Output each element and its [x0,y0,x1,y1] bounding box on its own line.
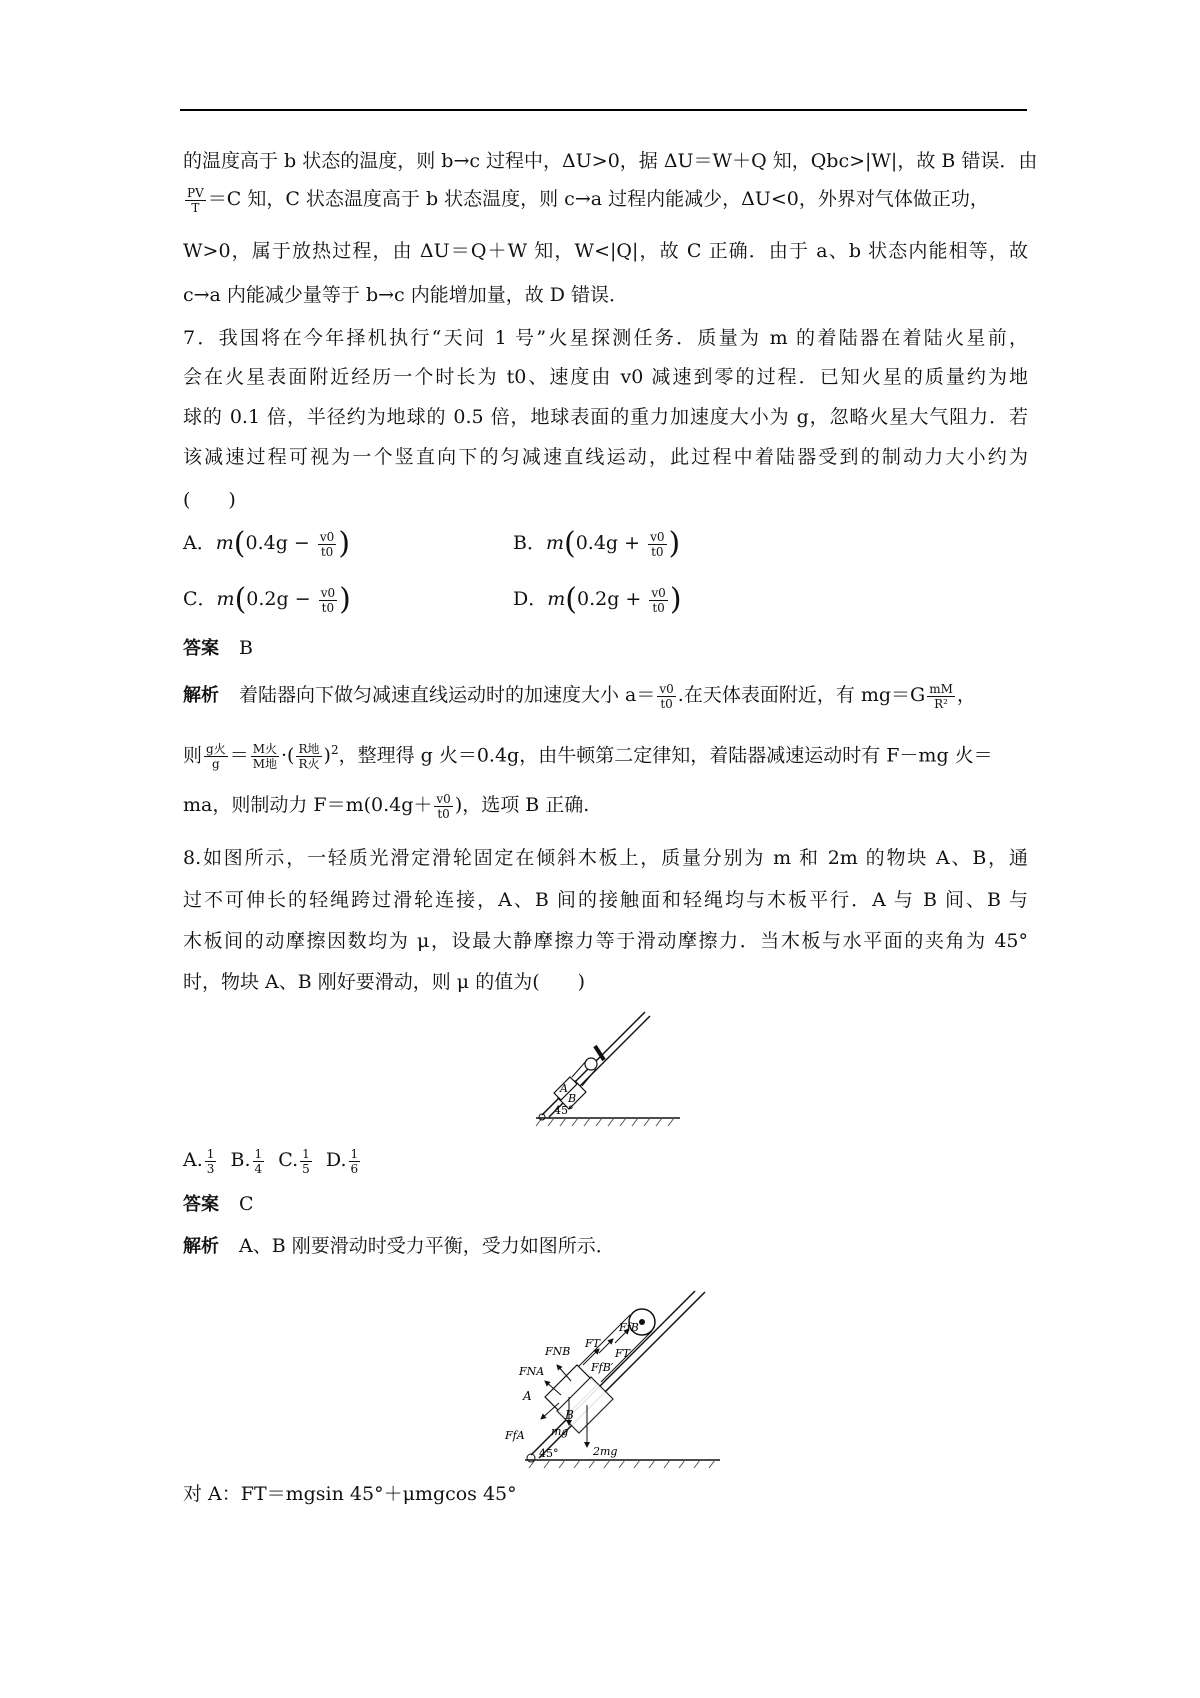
label-fnb: FNB [545,1345,571,1358]
rope-a [572,1060,587,1077]
frac-num: v0 [650,529,665,544]
q8-option-c[interactable] [278,1146,314,1176]
q7-line-3: 球的 0.1 倍，半径约为地球的 0.5 倍，地球表面的重力加速度大小为 g，忽略火星大气阻力．若 [183,406,1028,428]
frac-den: t0 [320,544,334,559]
option-key: D． [513,588,548,610]
frac-num: mM [929,681,953,696]
frac-den: t0 [651,544,664,559]
pulley-axle [639,1319,645,1325]
analysis-text: ma，则制动力 F＝m(0.4g＋ [183,794,433,816]
analysis-text: )，选项 B 正确. [454,794,590,816]
q6-line-4: c→a 内能减少量等于 b→c 内能增加量，故 D 错误． [183,284,629,306]
q8-equation: 对 A：FT＝mgsin 45°＋μmgcos 45° [183,1483,517,1505]
q7-option-d[interactable]: D．m(0.2g + $\frac{v0}{t0}$ ) [513,582,682,617]
frac-den: g [212,756,220,771]
ground-hatching [529,1460,715,1468]
q7-analysis-3 [183,790,1028,821]
analysis-text: 着陆器向下做匀减速直线运动时的加速度大小 a＝ [239,684,656,706]
q7-option-b[interactable]: B．m(0.4g + $\frac{v0}{t0}$ ) [513,526,681,561]
option-coef: 0.2g [576,588,620,610]
option-key: B． [513,532,546,554]
analysis-text: .在天体表面附近，有 mg＝G [677,684,926,706]
frac-den: t0 [652,600,665,615]
label-a: A [560,1082,568,1095]
q8-option-b[interactable] [230,1146,267,1176]
force-diagram [495,1285,720,1470]
analysis-text: 则 [183,744,203,767]
frac-num: 1 [350,1146,359,1161]
frac-den: 6 [350,1161,359,1176]
q8-line-3: 木板间的动摩擦因数均为 μ，设最大静摩擦力等于滑动摩擦力．当木板与水平面的夹角为 45° [183,930,1028,952]
label-2mg: 2mg [593,1445,618,1458]
answer-value: B [239,637,253,659]
frac-num: v0 [651,585,666,600]
q8-line-1: 8.如图所示，一轻质光滑定滑轮固定在倾斜木板上，质量分别为 m 和 2m 的物块 A、B，通 [183,847,1028,869]
q8-answer [183,1189,1028,1220]
frac-num: g火 [206,741,226,756]
frac-den: t0 [660,696,673,711]
label-ft-1: FT [585,1337,600,1350]
label-ffb-prime: FfB′ [591,1361,614,1374]
answer-value: C [239,1193,254,1215]
answer-label: 答案 [183,638,219,659]
analysis-text: A、B 刚要滑动时受力平衡，受力如图所示． [239,1235,615,1257]
q7-line-4: 该减速过程可视为一个竖直向下的匀减速直线运动，此过程中着陆器受到的制动力大小约为 [183,446,1028,468]
label-ft-2: FT [615,1347,630,1360]
label-b: B [565,1408,574,1422]
frac-num: R地 [298,741,320,756]
q7-analysis-2: 则 $\frac{\text{g火}}{g}$ ＝ $\frac{\text{M火}}{\text{M地}}$ ·( $\frac{\text{R地}}{\text{R火}}$ )$^2$，整理得 g 火＝0.4g，由牛顿第二定律知，着陆器减速运动时有 F－mg 火＝ [183,741,993,771]
q6-line-2 [183,184,1028,215]
analysis-label: 解析 [183,685,219,706]
incline-figure [530,1010,680,1128]
q7-option-c[interactable]: C．m(0.2g − $\frac{v0}{t0}$ ) [183,582,351,617]
option-op: − [293,532,310,554]
header-rule [180,109,1027,111]
frac-den: M地 [252,756,278,771]
angle-label: 45° [539,1447,559,1460]
option-key: C. [278,1149,299,1171]
option-key: A. [183,1149,203,1171]
option-key: D. [325,1149,347,1171]
option-key: C． [183,588,217,610]
analysis-label: 解析 [183,1236,219,1257]
label-a: A [523,1389,532,1403]
frac-den: R火 [298,756,320,771]
pulley [585,1058,597,1070]
frac-num: 1 [254,1146,263,1161]
option-op: + [624,532,641,554]
q7-option-a[interactable]: A．m(0.4g − $\frac{v0}{t0}$ ) [183,526,351,561]
label-ffa: FfA [505,1429,525,1442]
q6-line-1: 的温度高于 b 状态的温度，则 b→c 过程中，ΔU>0，据 ΔU＝W＋Q 知，Qbc>|W|，故 B 错误．由 [183,150,1038,172]
frac-num: v0 [436,791,451,806]
frac-den: t0 [437,806,450,821]
q6-line-2-text: ＝C 知，C 状态温度高于 b 状态温度，则 c→a 过程内能减少，ΔU<0，外界对气体做正功， [207,188,989,210]
option-key: B. [230,1149,251,1171]
option-op: − [294,588,311,610]
frac-num: 1 [206,1146,215,1161]
frac-den: R² [934,696,948,711]
pv-num: PV [187,185,204,200]
label-b: B [568,1092,577,1105]
frac-num: v0 [320,585,336,600]
analysis-text: ， [956,684,976,706]
ground-hatching [536,1118,674,1126]
option-coef: 0.4g [245,532,288,554]
q8-line-2: 过不可伸长的轻绳跨过滑轮连接，A、B 间的接触面和轻绳均与木板平行．A 与 B 间、B 与 [183,889,1028,911]
q8-option-a[interactable] [183,1146,218,1176]
frac-den: 3 [206,1161,215,1176]
answer-label: 答案 [183,1194,219,1215]
pv-den: T [191,200,200,215]
option-key: A． [183,532,216,554]
q6-line-3: W>0，属于放热过程，由 ΔU＝Q＋W 知，W<|Q|，故 C 正确．由于 a、b 状态内能相等，故 [183,240,1028,262]
q8-option-d[interactable] [325,1146,362,1176]
option-op: + [625,588,642,610]
frac-num: v0 [659,681,674,696]
q8-analysis [183,1231,1028,1262]
label-fna: FNA [519,1365,545,1378]
q7-answer [183,633,1028,664]
label-mg: mg [551,1425,569,1438]
rope-b [582,1069,596,1086]
frac-num: M火 [252,741,278,756]
frac-den: t0 [321,600,335,615]
label-ffb: FfB [619,1321,639,1334]
option-coef: 0.2g [246,588,289,610]
frac-num: 1 [302,1146,310,1161]
option-coef: 0.4g [575,532,619,554]
arrow-ffb-prime [599,1339,613,1353]
frac-den: 4 [254,1161,263,1176]
frac-den: 5 [302,1161,310,1176]
q7-analysis-1 [183,680,1028,711]
frac-num: v0 [319,529,335,544]
angle-label: 45° [554,1104,574,1117]
q7-line-1: 7．我国将在今年择机执行“天问 1 号”火星探测任务．质量为 m 的着陆器在着陆火星前， [183,327,1028,349]
q8-options [183,1145,362,1176]
q8-line-4: 时，物块 A、B 刚好要滑动，则 μ 的值为( ) [183,971,586,993]
analysis-text: ＝ [229,744,249,767]
q7-blank: ( ) [183,489,236,511]
analysis-text: ，整理得 g 火＝0.4g，由牛顿第二定律知，着陆器减速运动时有 F－mg 火＝ [338,744,993,767]
q7-line-2: 会在火星表面附近经历一个时长为 t0、速度由 v0 减速到零的过程．已知火星的质量约为地 [183,366,1028,388]
hinge [527,1454,535,1462]
